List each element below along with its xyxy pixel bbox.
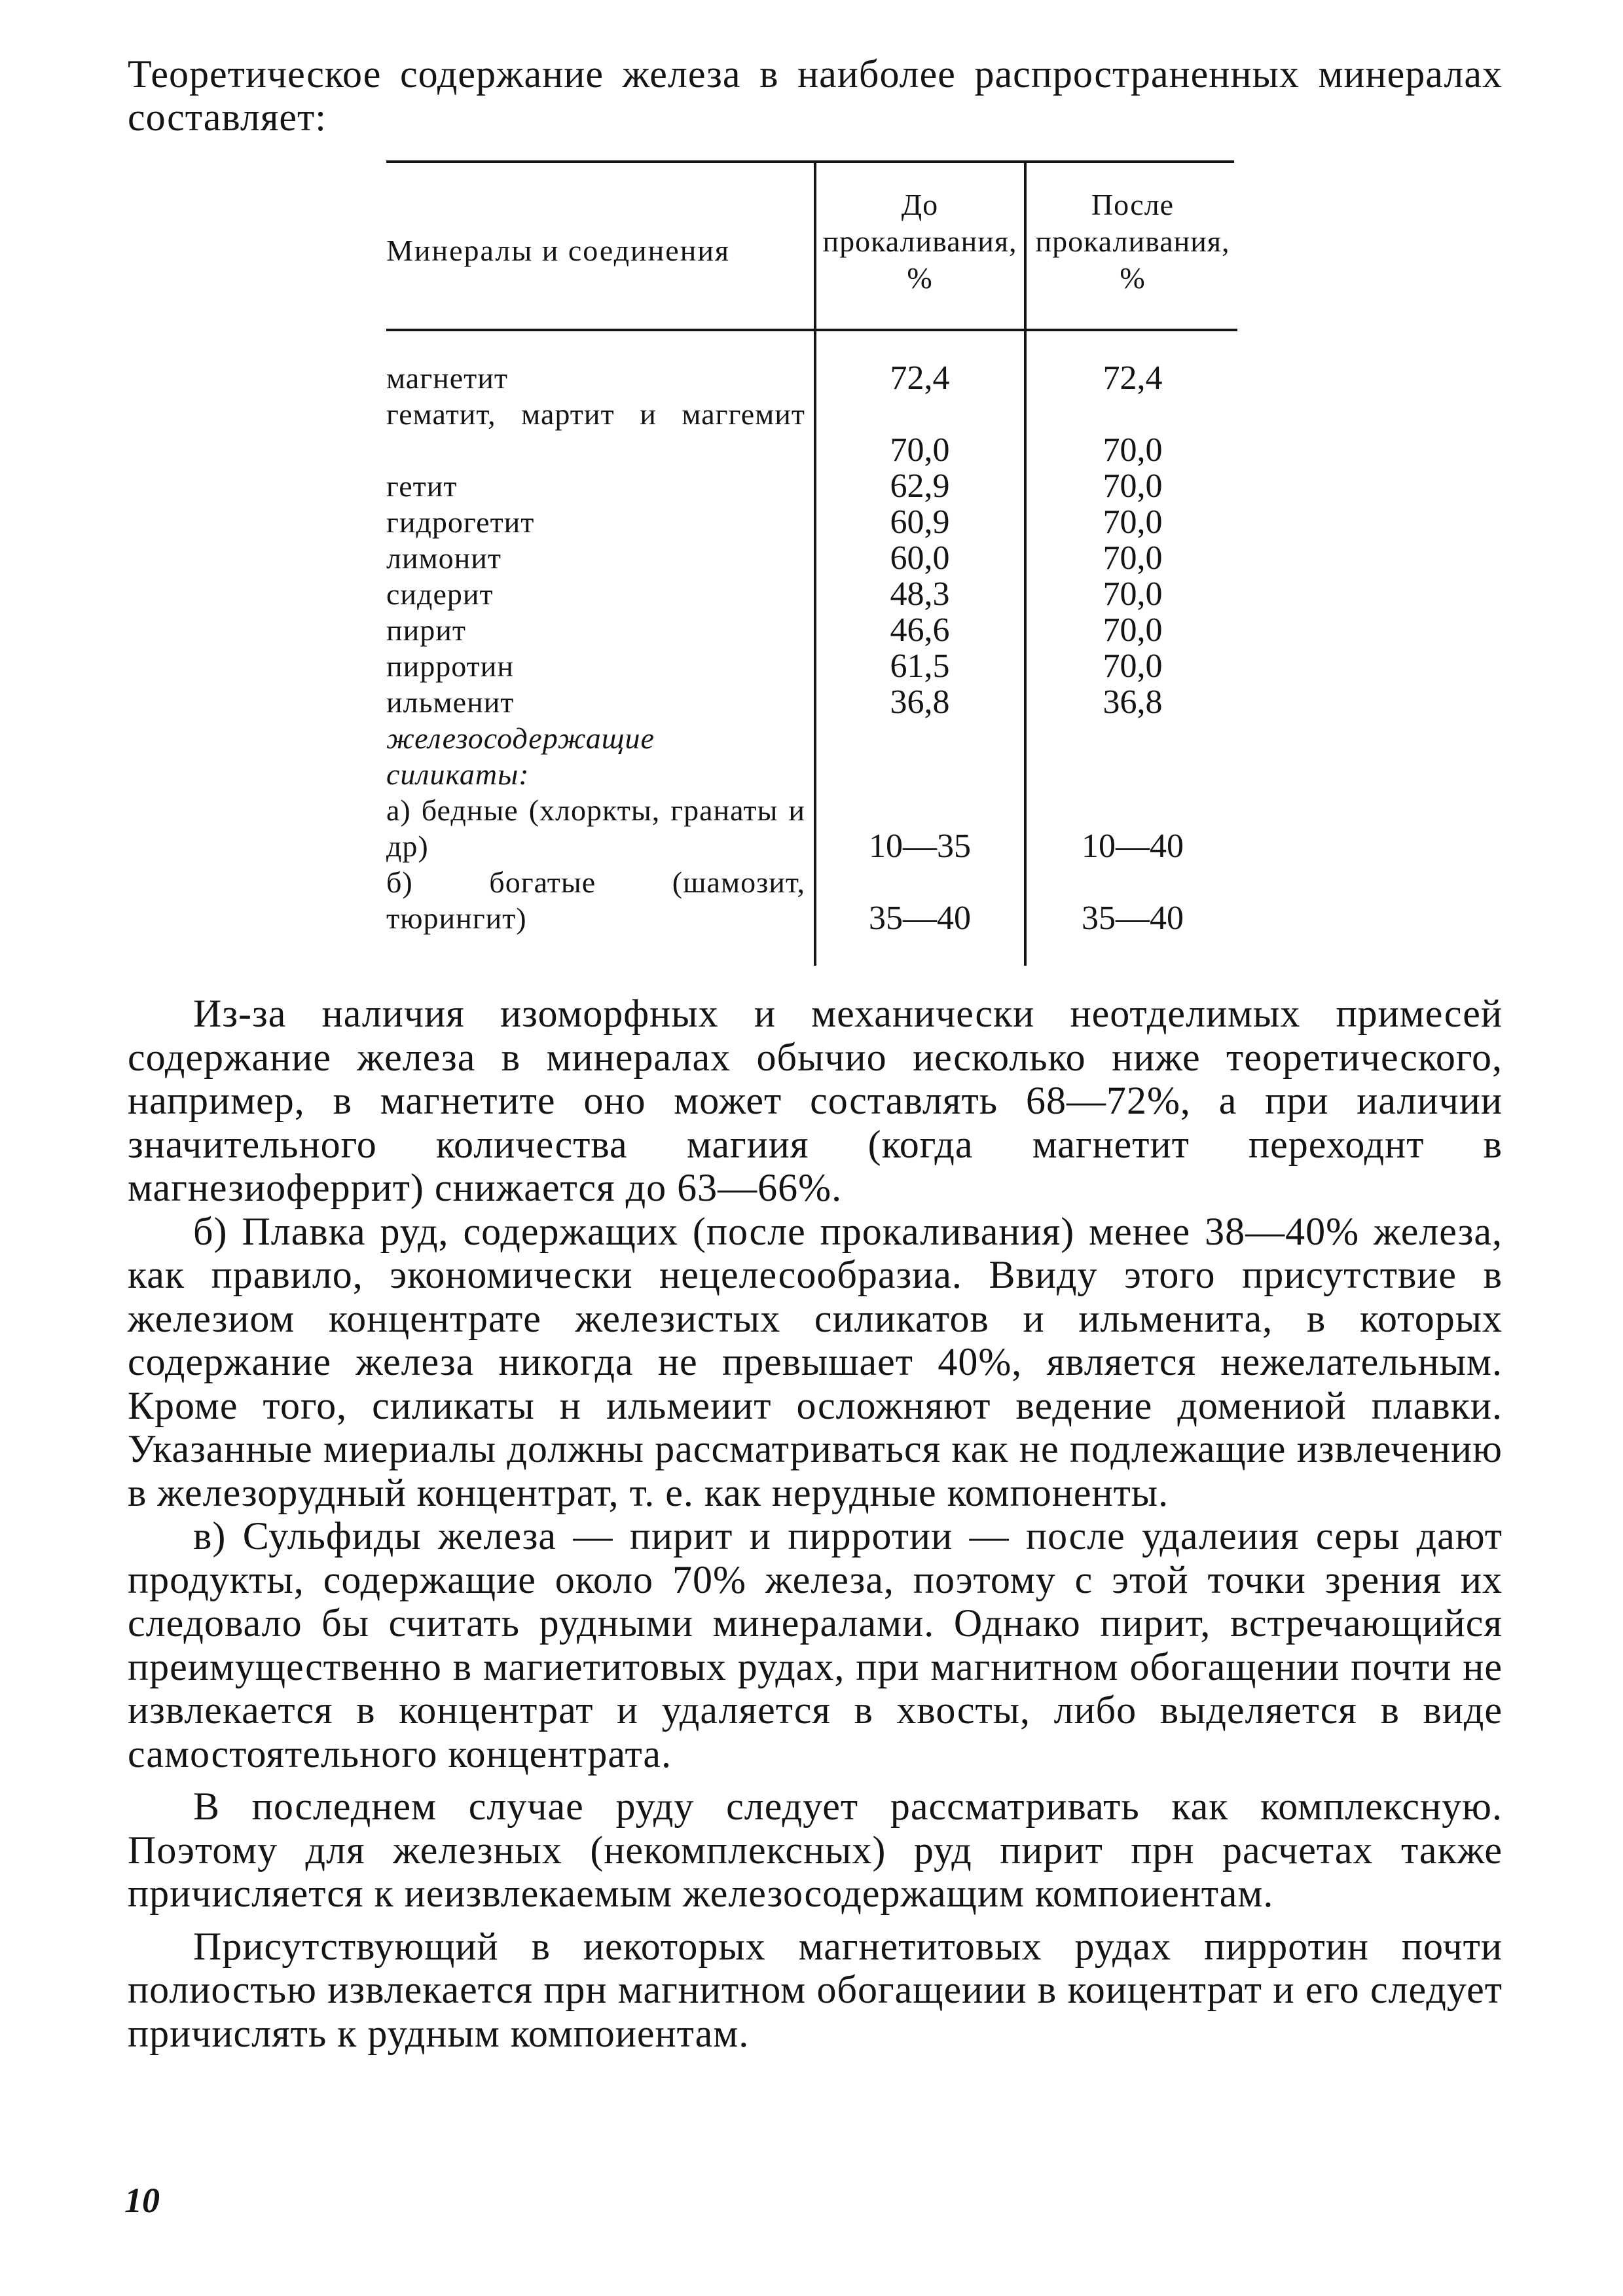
table-header-rule bbox=[386, 329, 1237, 331]
value-before: 72,4 bbox=[890, 359, 950, 397]
value-before: 36,8 bbox=[890, 683, 950, 721]
value-after: 70,0 bbox=[1103, 611, 1163, 649]
value-after: 35—40 bbox=[1082, 900, 1184, 937]
value-before: 62,9 bbox=[890, 467, 950, 505]
intro-text: Теоретическое содержание железа в наиболее распространенных минералах составляет: bbox=[128, 52, 1503, 139]
value-before: 61,5 bbox=[890, 647, 950, 685]
mineral-name: а) бедные (хлоркты, гранаты и др) bbox=[386, 793, 805, 863]
mineral-name: гематит, мартит и маггемит bbox=[386, 397, 805, 431]
page-number: 10 bbox=[124, 2181, 160, 2220]
table-header-minerals: Минералы и соединения bbox=[386, 234, 731, 267]
value-after: 70,0 bbox=[1103, 431, 1163, 469]
body-text bbox=[128, 992, 1503, 2055]
mineral-name: б) богатые (шамозит, тюрингит) bbox=[386, 866, 805, 935]
value-after: 70,0 bbox=[1103, 503, 1163, 541]
paragraph: Из-за наличия изоморфных и механически неотделимых примесей содержание железа в минералах обычио иесколько ниже теоретического, например, в магнетите оно может составлять 68—72%, а при иаличии значительного количества магиия (когда магнетит переходнт в магнезиоферрит) снижается до 63—66%. bbox=[128, 992, 1503, 1209]
paragraph: В последнем случае руду следует рассматривать как комплексную. Поэтому для железных (некомплексных) руд пирит прн расчетах также причисляется к иеизвлекаемым железосодержащим компоиентам. bbox=[128, 1785, 1503, 1915]
table-header-after: После прокаливания, % bbox=[1035, 188, 1230, 295]
value-after: 70,0 bbox=[1103, 539, 1163, 577]
value-after: 36,8 bbox=[1103, 683, 1163, 721]
mineral-name: пирит bbox=[386, 613, 466, 647]
mineral-name: ильменит bbox=[386, 685, 515, 719]
mineral-name: гетит bbox=[386, 469, 458, 503]
mineral-name: магнетит bbox=[386, 361, 508, 395]
mineral-name: сидерит bbox=[386, 577, 494, 611]
value-after: 70,0 bbox=[1103, 647, 1163, 685]
mineral-name: железосодержащие силикаты: bbox=[386, 721, 655, 791]
value-before: 10—35 bbox=[869, 828, 971, 865]
paragraph: Присутствующий в иекоторых магнетитовых рудах пирротин почти полиостью извлекается прн магнитном обогащеиии в коицентрат и его следует причислять к рудным компоиентам. bbox=[128, 1924, 1503, 2055]
value-before: 70,0 bbox=[890, 431, 950, 469]
table-column-divider bbox=[1024, 160, 1027, 966]
value-after: 72,4 bbox=[1103, 359, 1163, 397]
mineral-name: пирротин bbox=[386, 649, 514, 683]
value-before: 48,3 bbox=[890, 575, 950, 613]
table-column-divider bbox=[814, 160, 816, 966]
mineral-name: гидрогетит bbox=[386, 505, 535, 539]
value-before: 35—40 bbox=[869, 900, 971, 937]
paragraph: б) Плавка руд, содержащих (после прокаливания) менее 38—40% железа, как правило, экономически нецелесообразиа. Ввиду этого присутствие в железиом концентрате железистых силикатов и ильменита, в которых содержание железа никогда не превышает 40%, является нежелательным. Кроме того, силикаты н ильмеиит осложняют ведение домениой плавки. Указанные миериалы должны рассматриваться как не подлежащие извлечению в железорудный концентрат, т. е. как нерудные компоненты. bbox=[128, 1209, 1503, 1514]
table-header-before: До прокаливания, % bbox=[822, 188, 1017, 295]
value-before: 60,0 bbox=[890, 539, 950, 577]
value-after: 10—40 bbox=[1082, 828, 1184, 865]
value-after: 70,0 bbox=[1103, 467, 1163, 505]
table-top-rule bbox=[386, 160, 1234, 163]
mineral-name: лимонит bbox=[386, 541, 502, 575]
value-after: 70,0 bbox=[1103, 575, 1163, 613]
value-before: 46,6 bbox=[890, 611, 950, 649]
value-before: 60,9 bbox=[890, 503, 950, 541]
paragraph: в) Сульфиды железа — пирит и пирротии — после удалеиия серы дают продукты, содержащие около 70% железа, поэтому с этой точки зрения их следовало бы считать рудными минералами. Однако пирит, встречающийся преимущественно в магиетитовых рудах, при магнитном обогащении почти не извлекается в концентрат и удаляется в хвосты, либо выделяется в виде самостоятельного концентрата. bbox=[128, 1514, 1503, 1776]
